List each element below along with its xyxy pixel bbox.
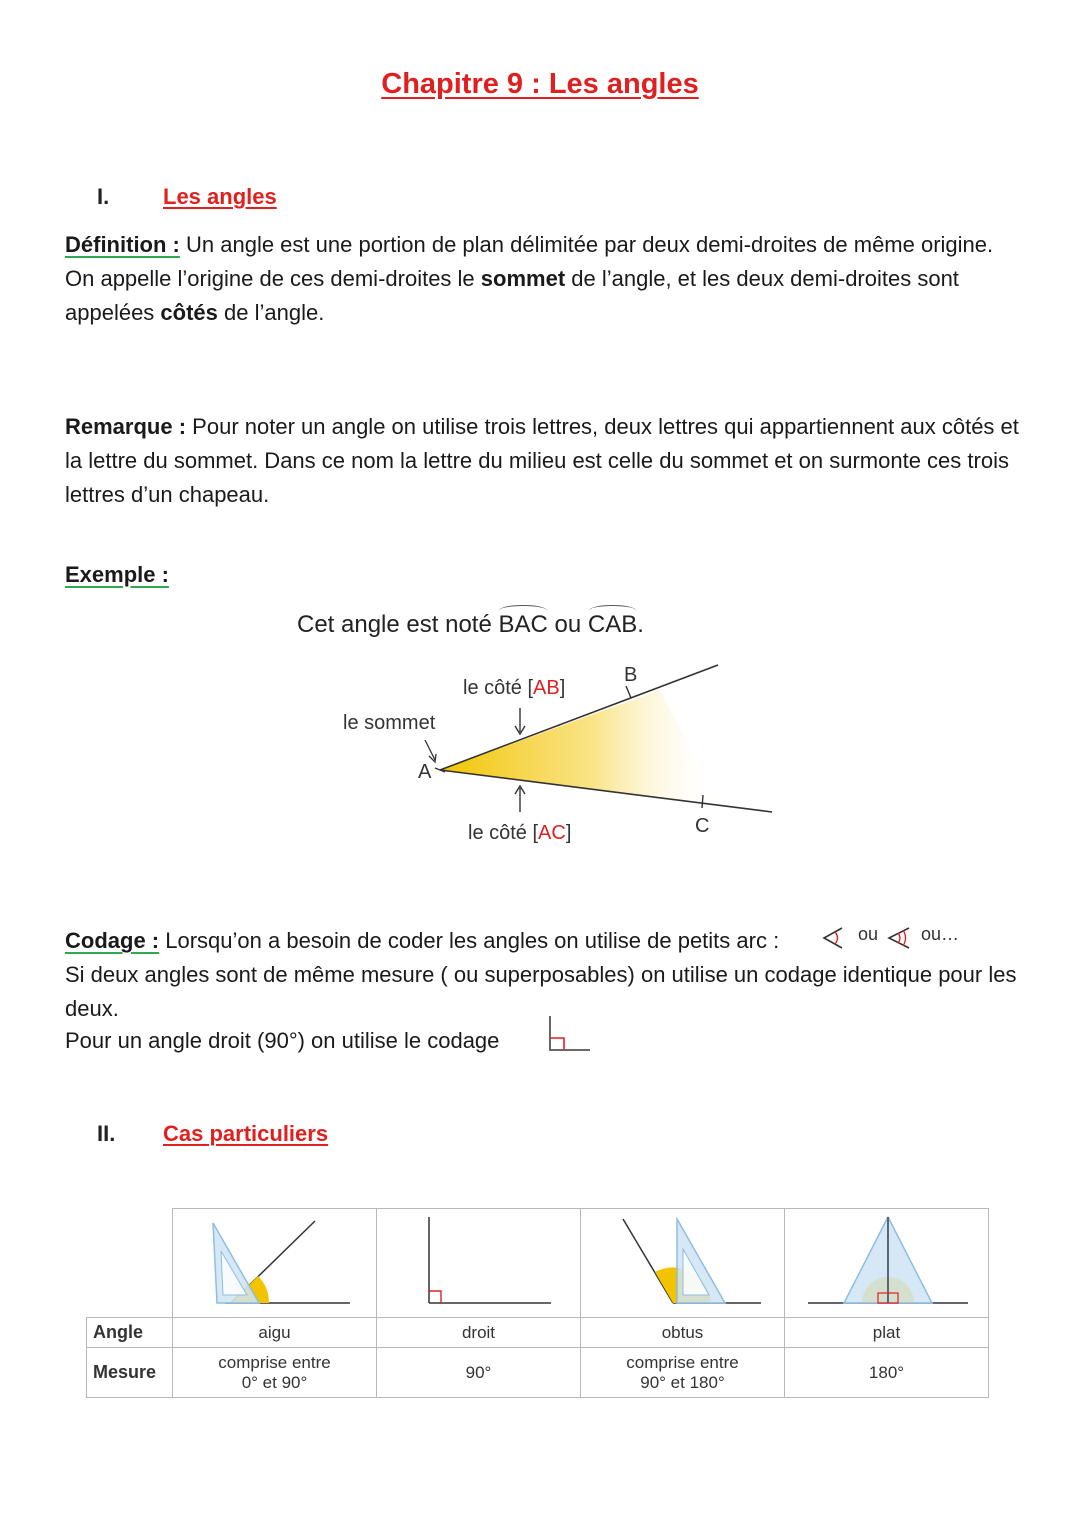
row-head-angle: Angle <box>87 1318 173 1348</box>
page-title: Chapitre 9 : Les angles <box>381 68 699 100</box>
cell-mesure-aigu: comprise entre 0° et 90° <box>173 1348 377 1398</box>
codage-line-1 <box>65 924 1025 958</box>
label-sommet: le sommet <box>343 712 436 734</box>
cell-angle-aigu: aigu <box>173 1318 377 1348</box>
row-head-mesure: Mesure <box>87 1348 173 1398</box>
tick-b <box>626 686 631 698</box>
cell-mesure-plat: 180° <box>785 1348 989 1398</box>
codage-ou-1: ou <box>858 924 879 944</box>
cell-angle-droit: droit <box>377 1318 581 1348</box>
arc-code-single-icon <box>820 922 860 952</box>
section-2-title: Cas particuliers <box>163 1121 329 1146</box>
label-cote-ac: le côté [AC] <box>468 822 572 844</box>
cell-angle-obtus: obtus <box>581 1318 785 1348</box>
remarque-paragraph <box>65 410 1025 512</box>
angle-cab-notation: CAB <box>587 611 638 638</box>
figure-droit <box>377 1209 581 1318</box>
figure-obtus <box>581 1209 785 1318</box>
tick-c <box>702 795 703 808</box>
definition-label: Définition : <box>65 232 180 257</box>
section-1-title: Les angles <box>163 184 277 209</box>
label-point-c: C <box>695 815 710 837</box>
codage-ou-2: ou… <box>921 924 960 944</box>
straight-angle-icon <box>802 1211 972 1311</box>
bold-sommet: sommet <box>480 266 566 291</box>
right-angle-code-icon <box>546 1014 592 1054</box>
cell-angle-plat: plat <box>785 1318 989 1348</box>
section-1-number: I. <box>97 184 110 209</box>
codage-line-3: Pour un angle droit (90°) on utilise le codage <box>65 1028 500 1053</box>
remarque-label: Remarque : <box>65 414 187 439</box>
remarque-text: Pour noter un angle on utilise trois lettres, deux lettres qui appartiennent aux côtés et la lettre du sommet. Dans ce nom la lettre du milieu est celle du sommet et on surmonte ces trois lettres d’un chapeau. <box>65 414 1019 507</box>
right-angle-icon <box>399 1211 559 1311</box>
label-point-b: B <box>624 664 638 686</box>
exemple-label: Exemple : <box>65 562 169 587</box>
exemple-caption: Cet angle est noté BAC ou CAB. <box>297 611 644 638</box>
angle-bac-notation: BAC <box>498 611 548 638</box>
label-cote-ab: le côté [AB] <box>463 677 566 699</box>
exemple-heading <box>65 558 1025 592</box>
definition-paragraph: Définition : Un angle est une portion de plan délimitée par deux demi-droites de même origine. On appelle l’origine de ces demi-droites le sommet de l’angle, et les deux demi-droites sont appelées côtés de l’angle. <box>65 232 994 325</box>
definition-text-1: Un angle est une portion de plan délimitée par deux demi-droites de même origine. <box>186 232 994 257</box>
codage-text-1: Lorsqu’on a besoin de coder les angles on utilise de petits arc : <box>165 928 780 953</box>
bold-cotes: côtés <box>160 300 218 325</box>
codage-line-2: Si deux angles sont de même mesure ( ou superposables) on utilise un codage identique pour les deux. <box>65 962 1017 1021</box>
figure-plat <box>785 1209 989 1318</box>
cell-mesure-obtus: comprise entre 90° et 180° <box>581 1348 785 1398</box>
codage-label: Codage : <box>65 928 160 953</box>
cell-mesure-droit: 90° <box>377 1348 581 1398</box>
angle-cases-table <box>86 1208 989 1398</box>
arc-code-double-icon <box>885 922 921 952</box>
label-point-a: A <box>418 761 432 783</box>
section-2-number: II. <box>97 1121 116 1146</box>
acute-angle-icon <box>195 1211 355 1311</box>
obtuse-angle-icon <box>603 1211 763 1311</box>
figure-aigu <box>173 1209 377 1318</box>
